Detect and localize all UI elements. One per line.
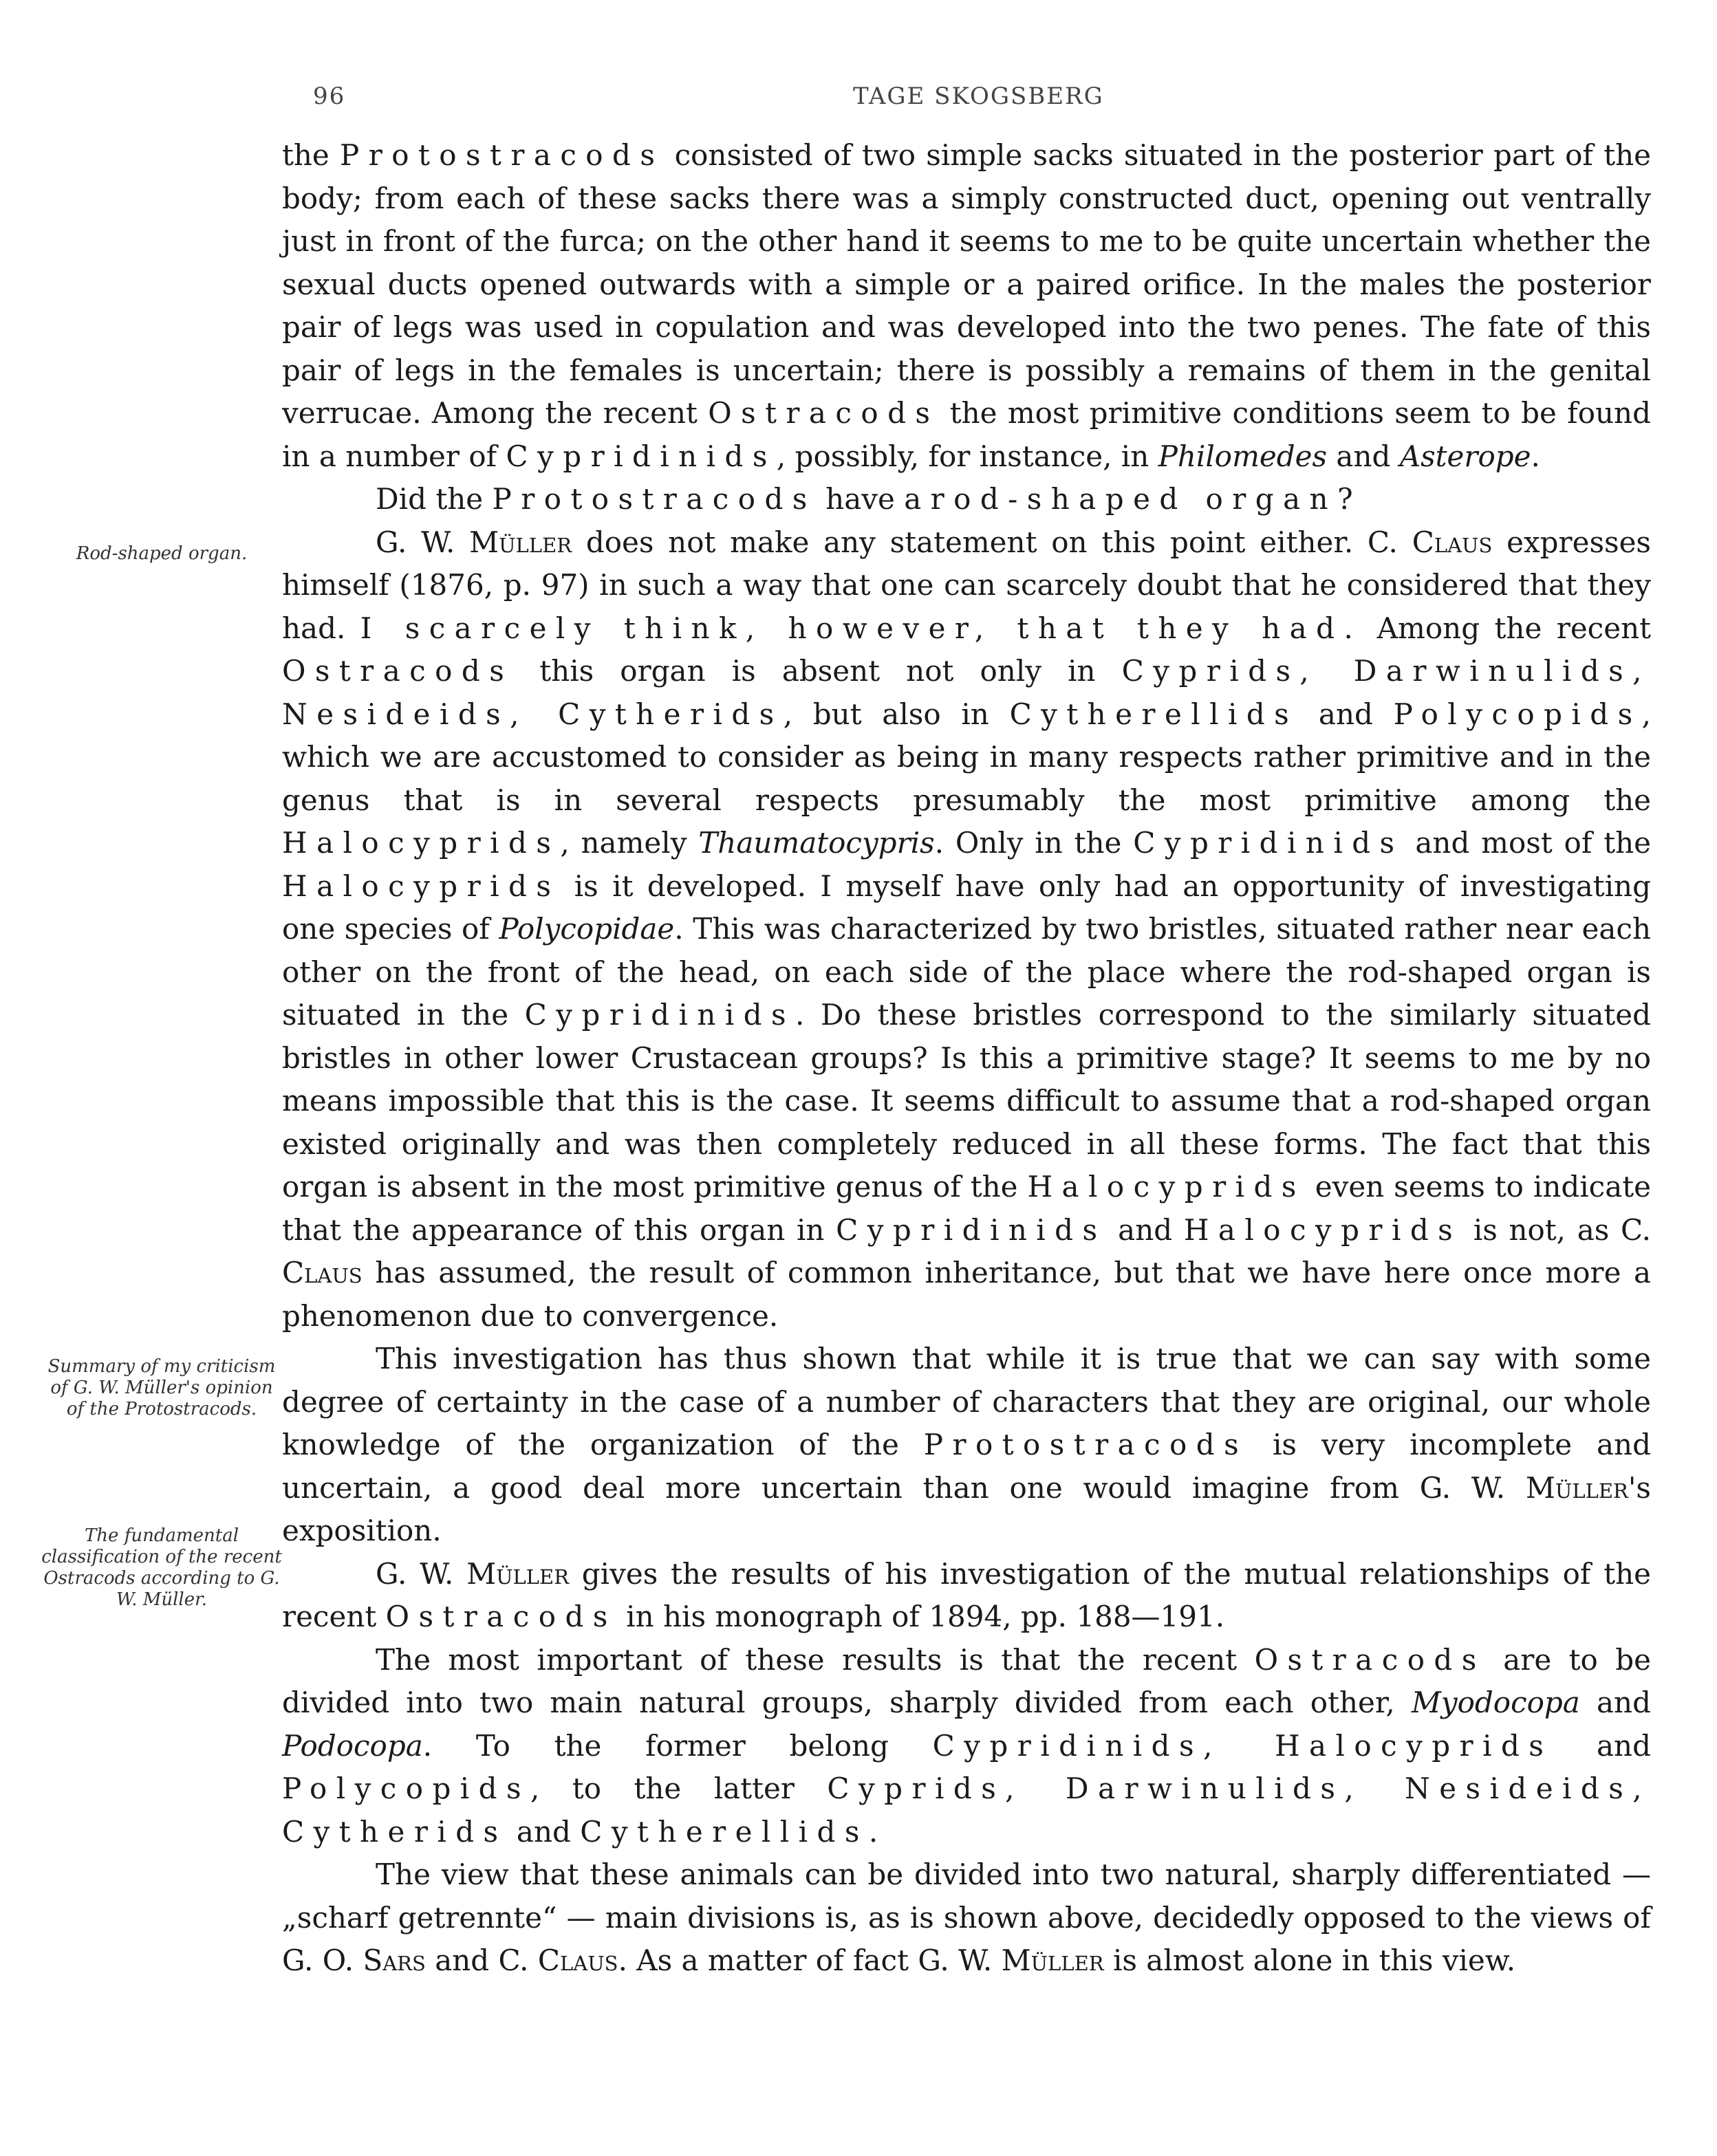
text-fragment: and: [1597, 1728, 1651, 1763]
text-fragment: G. W.: [376, 1556, 454, 1591]
text-fragment: has assumed, the result of common inheritance, but that we have here once more a phenomenon due to convergence.: [282, 1256, 1651, 1333]
text-fragment: are to be divided into two main natural groups, sharply divided from each other,: [282, 1642, 1651, 1719]
text-fragment: even seems to indicate that the appearance of this organ in: [282, 1170, 1651, 1247]
text-fragment: have a: [825, 482, 922, 516]
running-head: [0, 83, 1717, 124]
text-fragment: expresses himself (1876, p. 97) in such a way that one can scarcely doubt that he considered that they had.: [282, 525, 1651, 645]
paragraph-3: [282, 521, 1651, 1338]
text-fragment: , namely: [560, 826, 687, 860]
text-fragment: Did the: [376, 482, 484, 516]
text-fragment: consisted of two simple sacks situated in the posterior part of the body; from each of these sacks there was a simply constructed duct, opening out ventrally just in front of the furca; on the other hand it seems to me to be quite uncertain whether the sexual ducts opened outwards with a simple or a paired orifice. In the males the posterior pair of legs was used in copulation and was developed into the two penes. The fate of this pair of legs in the females is uncertain; there is possibly a remains of them in the genital verrucae. Among the recent: [282, 138, 1651, 430]
side-note-summary: Summary of my criticism of G. W. Müller's opinion of the Protostracods.: [47, 1356, 276, 1419]
text-fragment: in his monograph of 1894, pp. 188—191.: [626, 1600, 1225, 1633]
text-fragment: gives the results of his investigation of the mutual relationships of the recent: [282, 1556, 1651, 1633]
text-fragment: and C.: [435, 1943, 529, 1977]
text-fragment: the most primitive conditions seem to be found in a number of: [282, 396, 1651, 473]
text-fragment: G. W.: [376, 525, 455, 559]
text-fragment: The view that these animals can be divided into two natural, sharply differentiated — „scharf getrennte“ — main divisions is, as is shown above, decidedly opposed to the views of G. O.: [282, 1858, 1651, 1977]
paragraph-7: [282, 1853, 1651, 1983]
text-fragment: Halocyprids: [282, 869, 561, 903]
text-fragment: and: [516, 1814, 571, 1849]
text-fragment: ?: [1337, 482, 1353, 516]
text-fragment: and: [1118, 1212, 1173, 1247]
text-fragment: Claus: [282, 1256, 363, 1289]
text-fragment: Polycopidae: [499, 912, 675, 946]
text-fragment: Halocyprids: [282, 826, 561, 860]
text-fragment: , which we are accustomed to consider as being in many respects rather primitive and in the genus that is in several respects presumably the most primitive among the: [282, 697, 1651, 817]
body-text: [282, 134, 1651, 1983]
text-fragment: Claus: [1412, 525, 1493, 559]
paragraph-5: [282, 1553, 1651, 1639]
text-fragment: Müller: [1525, 1470, 1628, 1505]
text-fragment: Protostracods: [923, 1428, 1249, 1461]
text-fragment: Müller: [469, 525, 572, 559]
text-fragment: Myodocopa: [1411, 1686, 1580, 1719]
text-fragment: is not, as C.: [1473, 1212, 1651, 1247]
text-fragment: Halocyprids: [1027, 1170, 1306, 1204]
text-fragment: Ostracods: [385, 1600, 617, 1633]
text-fragment: Claus: [537, 1943, 618, 1977]
text-fragment: This investigation has thus shown that while it is true that we can say with some degree of certainty in the case of a number of characters that they are original, our whole knowledge of the organization of the: [282, 1342, 1651, 1461]
text-fragment: this organ is absent not only in: [539, 654, 1096, 688]
text-fragment: Halocyprids: [1183, 1212, 1462, 1247]
text-fragment: Cyprids, Darwinulids, Nesideids, Cytherids: [282, 654, 1651, 731]
text-fragment: Podocopa: [282, 1728, 423, 1763]
text-fragment: is very incomplete and uncertain, a good deal more uncertain than one would imagine from G. W.: [282, 1428, 1651, 1505]
text-fragment: Polycopids: [282, 1772, 530, 1805]
text-fragment: , to the latter: [530, 1772, 795, 1805]
side-note-rod-shaped-organ: Rod-shaped organ.: [76, 543, 248, 564]
text-fragment: Müller: [1001, 1943, 1104, 1977]
text-fragment: . Only in the: [934, 826, 1122, 860]
side-note-classification: The fundamental classification of the recent Ostracods according to G. W. Müller.: [41, 1525, 282, 1610]
text-fragment: , possibly, for instance, in: [776, 439, 1149, 473]
running-title: TAGE SKOGSBERG: [853, 83, 1104, 110]
text-fragment: .: [868, 1814, 878, 1849]
text-fragment: the: [282, 138, 330, 172]
text-fragment: Protostracods: [492, 482, 817, 516]
text-fragment: Polycopids: [1393, 697, 1642, 731]
text-fragment: Ostracods: [708, 396, 940, 430]
paragraph-4: [282, 1338, 1651, 1553]
text-fragment: Cypridinids: [1133, 826, 1404, 860]
text-fragment: Ostracods: [282, 654, 514, 688]
text-fragment: . To the former belong: [422, 1728, 889, 1763]
paragraph-1: [282, 134, 1651, 478]
text-fragment: Cyprids, Darwinulids, Nesideids, Cytherids: [282, 1772, 1651, 1849]
text-fragment: .: [1531, 439, 1540, 473]
text-fragment: Cytherellids: [580, 1814, 869, 1849]
text-fragment: Cypridinids: [506, 439, 777, 473]
text-fragment: Thaumatocypris: [698, 826, 935, 860]
text-fragment: Cytherellids: [1009, 697, 1299, 731]
text-fragment: Asterope: [1399, 439, 1531, 473]
text-fragment: 's exposition.: [282, 1470, 1651, 1547]
text-fragment: Müller: [466, 1556, 570, 1591]
text-fragment: does not make any statement on this point either. C.: [585, 525, 1398, 559]
text-fragment: and most of the: [1415, 826, 1651, 860]
text-fragment: Ostracods: [1254, 1642, 1486, 1677]
text-fragment: and: [1318, 697, 1373, 731]
text-fragment: and: [1336, 439, 1391, 473]
text-fragment: and: [1597, 1686, 1651, 1719]
text-fragment: Cypridinids: [836, 1212, 1107, 1247]
text-fragment: Among the recent: [1376, 611, 1651, 645]
text-fragment: Sars: [363, 1943, 426, 1977]
text-fragment: I scarcely think, however, that they had.: [360, 611, 1363, 645]
text-fragment: . Do these bristles correspond to the similarly situated bristles in other lower Crustacean groups? Is this a primitive stage? It seems to me by no means impossible that this is the case. It seems difficult to assume that a rod-shaped organ existed originally and was then completely reduced in all these forms. The fact that this organ is absent in the most primitive genus of the: [282, 998, 1651, 1204]
text-fragment: is almost alone in this view.: [1112, 1943, 1516, 1977]
page-number: 96: [313, 83, 346, 110]
text-fragment: , but also in: [783, 697, 989, 731]
paragraph-2: [282, 478, 1651, 521]
text-fragment: The most important of these results is that the recent: [376, 1642, 1238, 1677]
text-fragment: Philomedes: [1158, 439, 1328, 473]
text-fragment: Cypridinids: [524, 998, 796, 1032]
text-fragment: . As a matter of fact G. W.: [618, 1943, 993, 1977]
text-fragment: is it developed. I myself have only had an opportunity of investigating one species of: [282, 869, 1651, 946]
text-fragment: rod-shaped organ: [930, 482, 1338, 516]
text-fragment: Protostracods: [340, 138, 665, 172]
paragraph-6: [282, 1639, 1651, 1854]
text-fragment: Cypridinids, Halocyprids: [932, 1728, 1553, 1763]
text-fragment: . This was characterized by two bristles, situated rather near each other on the front of the head, on each side of the place where the rod-shaped organ is situated in the: [282, 912, 1651, 1032]
